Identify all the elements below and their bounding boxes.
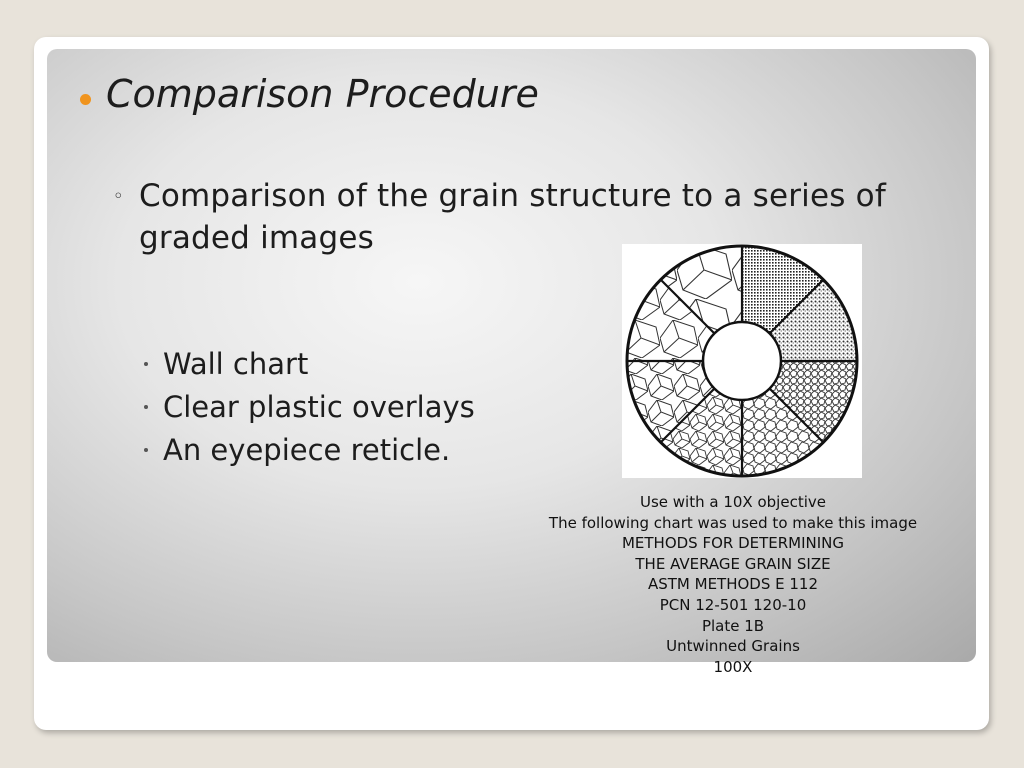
subpoint-text: Comparison of the grain structure to a series of graded images xyxy=(139,178,886,256)
caption-line: THE AVERAGE GRAIN SIZE xyxy=(635,554,831,573)
caption-line: ASTM METHODS E 112 xyxy=(647,575,819,594)
caption-line: Plate 1B xyxy=(701,616,765,635)
caption-line: The following chart was used to make this image xyxy=(548,513,918,532)
caption-line: METHODS FOR DETERMINING xyxy=(621,534,845,553)
grain-size-comparison-chart-icon xyxy=(622,244,862,478)
open-circle-bullet-icon: ◦ xyxy=(113,186,124,207)
title-bullet-icon xyxy=(80,94,91,105)
dot-bullet-icon xyxy=(144,448,148,452)
list-item-label: Wall chart xyxy=(163,346,309,381)
list-item xyxy=(141,385,475,428)
dot-bullet-icon xyxy=(144,405,148,409)
list-item xyxy=(141,342,475,385)
list-item-label: Clear plastic overlays xyxy=(163,389,475,424)
dot-bullet-icon xyxy=(144,362,148,366)
caption-line: Untwinned Grains xyxy=(666,637,800,656)
list-item xyxy=(141,428,475,471)
bullet-list xyxy=(141,342,475,471)
list-item-label: An eyepiece reticle. xyxy=(163,432,451,467)
caption-line: 100X xyxy=(713,657,753,676)
caption-line: Use with a 10X objective xyxy=(640,493,826,511)
slide-title: Comparison Procedure xyxy=(106,72,539,116)
grain-chart-svg xyxy=(622,244,862,478)
caption-line: PCN 12-501 120-10 xyxy=(659,595,807,614)
image-caption xyxy=(510,492,956,677)
